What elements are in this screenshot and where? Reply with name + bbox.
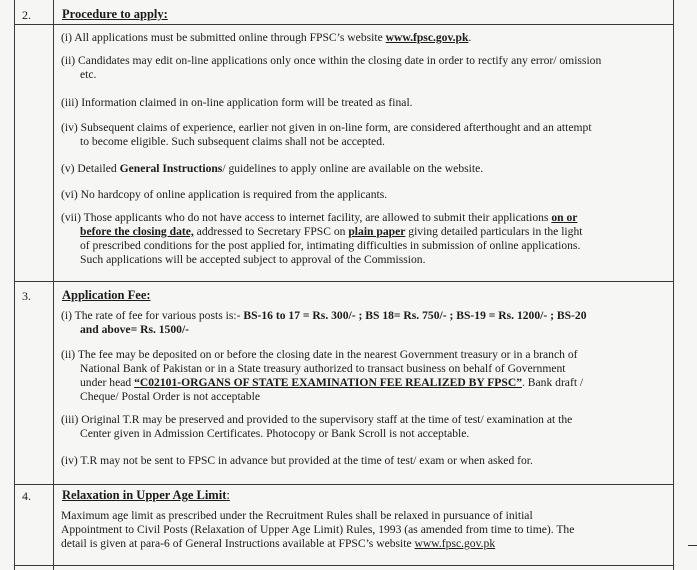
section-heading: Application Fee:: [62, 288, 151, 302]
table-row-divider: [14, 484, 674, 485]
table-row-divider: [14, 24, 674, 25]
table-row-divider: [14, 281, 674, 282]
website-link[interactable]: www.fpsc.gov.pk: [414, 537, 496, 550]
list-item: (i) The rate of fee for various posts is:- BS-16 to 17 = Rs. 300/- ; BS 18= Rs. 750/- ; BS-19 = Rs. 1200/- ; BS-20 and above= Rs. 1500/-: [61, 309, 587, 336]
list-item: (vii) Those applicants who do not have access to internet facility, are allowed to submit their applications on or before the closing date, addressed to Secretary FPSC on plain paper giving detailed particulars in the light of prescribed conditions for the post applied for, intimating difficulties in submission of online applications. Such applications will be accepted subject to approval of the Commission.: [61, 211, 583, 266]
list-item: (iv) Subsequent claims of experience, earlier not given in on-line form, are considered afterthought and an attempt to become eligible. Such subsequent claims shall not be accepted.: [61, 121, 592, 148]
section-number: 2.: [22, 8, 31, 22]
list-item: (iv) T.R may not be sent to FPSC in advance but provided at the time of test/ exam or when asked for.: [61, 454, 533, 467]
section-heading: Procedure to apply:: [62, 7, 168, 21]
page-edge-mark: [688, 545, 697, 546]
paragraph: Maximum age limit as prescribed under the Recruitment Rules shall be relaxed in pursuance of initial Appointment to Civil Posts (Relaxation of Upper Age Limit) Rules, 1993 (as amended from time to time). The detail is given at para-6 of General Instructions available at FPSC’s website www.fpsc.gov.pk: [61, 509, 575, 550]
website-link[interactable]: www.fpsc.gov.pk: [385, 31, 469, 44]
list-item: (ii) Candidates may edit on-line applications only once within the closing date in order to rectify any error/ omission etc.: [61, 54, 602, 81]
list-item: (vi) No hardcopy of online application is required from the applicants.: [61, 188, 388, 201]
section-number: 4.: [22, 489, 31, 503]
list-item: (iii) Original T.R may be preserved and provided to the supervisory staff at the time of test/ examination at the Center given in Admission Certificates. Photocopy or Bank Scroll is not acceptable.: [61, 413, 573, 440]
table-row-divider: [14, 565, 674, 566]
section-number: 3.: [22, 289, 31, 303]
list-item: (v) Detailed General Instructions/ guidelines to apply online are available on the website.: [61, 162, 484, 175]
list-item: (i) All applications must be submitted online through FPSC’s website www.fpsc.gov.pk.: [61, 31, 472, 44]
section-heading: Relaxation in Upper Age Limit:: [62, 488, 230, 502]
list-item: (ii) The fee may be deposited on or before the closing date in the nearest Government treasury or in a branch of National Bank of Pakistan or in a State treasury authorized to transact business on behalf of Government under head “C02101-ORGANS OF STATE EXAMINATION FEE REALIZED BY FPSC”. Bank draft / Cheque/ Postal Order is not acceptable: [61, 348, 584, 403]
list-item: (iii) Information claimed in on-line application form will be treated as final.: [61, 96, 413, 109]
